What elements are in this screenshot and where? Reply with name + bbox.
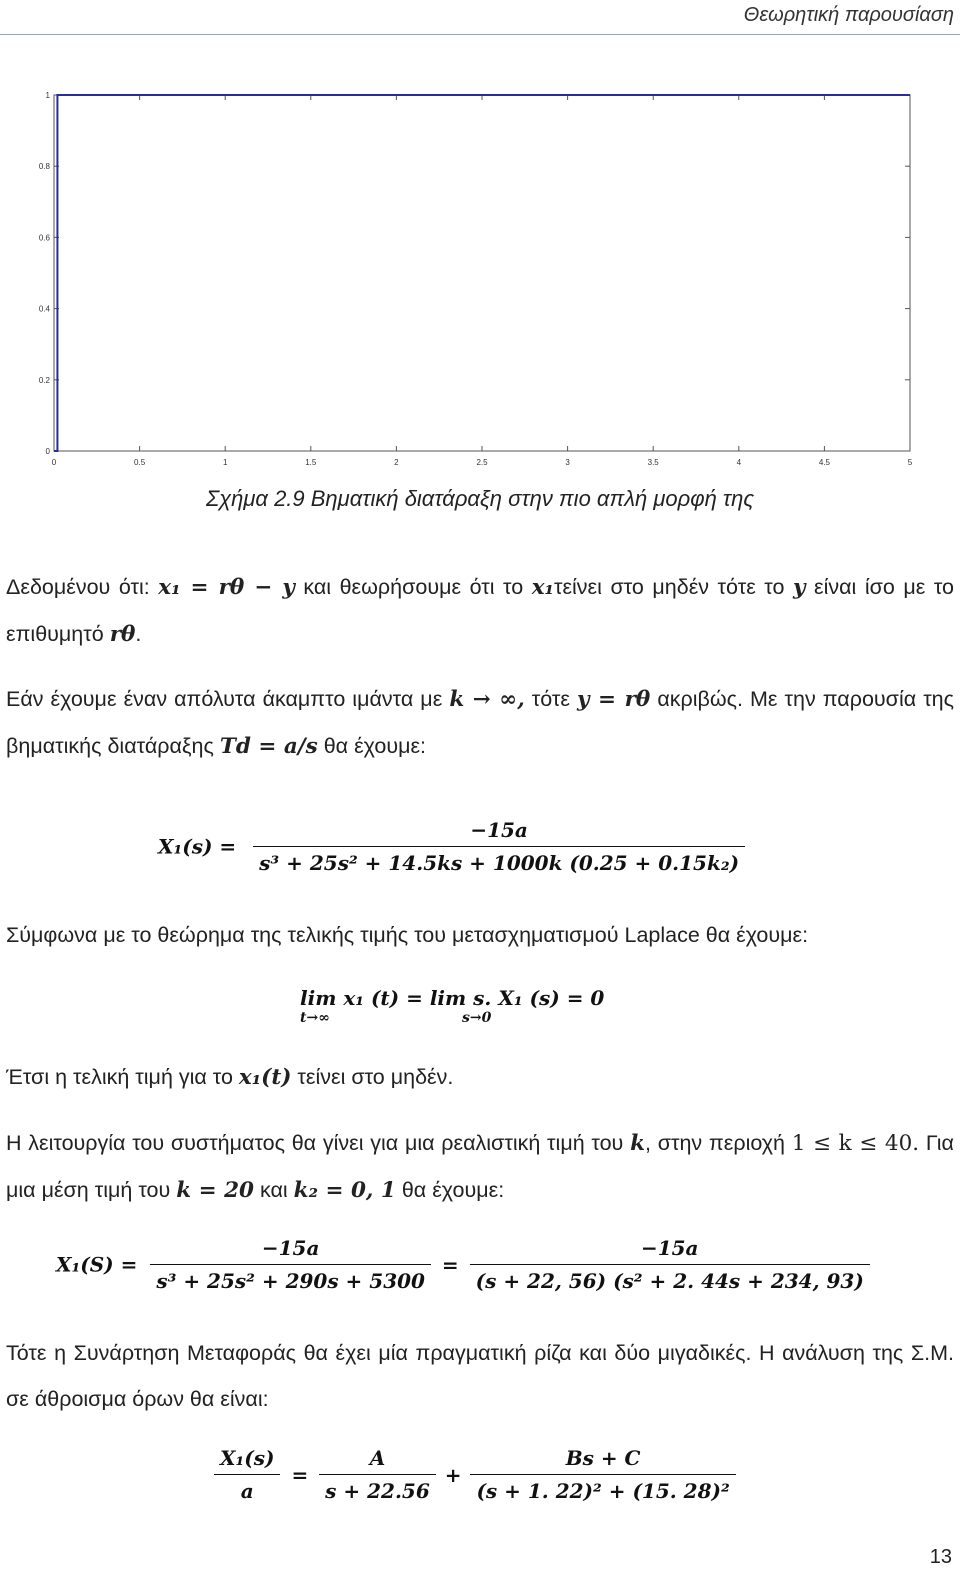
p2-text-d: θα έχουμε: [317,734,427,758]
eq3-denominator-2: (s + 22, 56) (s² + 2. 44s + 234, 93) [470,1264,870,1293]
x-tick-label: 0 [51,458,57,467]
p2-text-a: Εάν έχουμε έναν απόλυτα άκαμπτο ιμάντα με [6,687,450,711]
eq4-numerator-1: A [369,1446,386,1470]
p4-text-b: τείνει στο μηδέν. [291,1065,454,1089]
eq4-plus: + [444,1462,462,1487]
x-tick-label: 3.5 [647,458,659,467]
p1-text-e: . [135,622,142,646]
x-tick-label: 2.5 [476,458,488,467]
header-title: Θεωρητική παρουσίαση [743,4,954,26]
page-number: 13 [929,1546,952,1568]
x-tick-label: 1 [222,458,228,467]
y-tick-label: 0 [45,447,50,456]
y-tick-label: 0.8 [38,162,50,172]
eq4-fraction-2 [470,1446,735,1503]
x-tick-label: 4 [736,458,742,467]
eq1-lhs: X₁(s) = [158,834,237,859]
x-tick-label: 5 [907,458,913,467]
p5-text-b: , στην περιοχή [644,1131,792,1155]
eq3-fraction-1 [150,1236,431,1293]
p1-y: y [792,575,806,600]
p5-text-c: Για μια μέση τιμή του [6,1131,954,1202]
x-tick-label: 4.5 [818,458,830,467]
eq4-denominator-1: s + 22.56 [319,1474,436,1503]
p2-text-b: τότε [524,687,578,711]
p5-text-e: θα έχουμε: [395,1178,505,1202]
p4-text-a: Έτσι η τελική τιμή για το [6,1065,239,1089]
p4-x1t: x₁(t) [238,1065,292,1090]
x-tick-label: 3 [565,458,570,467]
p1-eq-x1: x₁ = rθ − y [158,575,295,600]
p1-text-d: είναι ίσο με το επιθυμητό [6,575,955,646]
equation-x1s [158,818,745,875]
y-tick-label: 1 [45,91,50,100]
page-header [0,0,960,35]
y-tick-label: 0.2 [38,375,50,385]
x-tick-label: 2 [394,458,399,467]
plot-frame [54,95,910,451]
chart-svg [30,85,930,475]
p1-text-b: και θεωρήσουμε ότι το [294,575,532,599]
eq4-numerator-2: Bs + C [565,1446,641,1470]
p5-k20: k = 20 [176,1178,255,1203]
p5-k2: k₂ = 0, 1 [293,1178,396,1203]
eq2-text: lim x₁ (t) = lim s. X₁ (s) = 0 [300,986,605,1010]
eq3-numerator-1: −15a [261,1236,320,1260]
eq3-denominator-1: s³ + 25s² + 290s + 5300 [150,1264,431,1293]
eq1-numerator: −15a [470,818,528,842]
p5-text-d: και [254,1178,294,1202]
eq2-sub-t: t→∞ [300,1010,330,1026]
p1-text-a: Δεδομένου ότι: [6,575,159,599]
p2-eq-y: y = rθ [577,687,651,712]
paragraph-4 [6,1054,954,1101]
p1-rtheta: rθ [109,622,136,647]
p1-text-c: τείνει στο μηδέν τότε το [553,575,793,599]
step-disturbance-chart [30,85,930,475]
eq3-numerator-2: −15a [640,1236,699,1260]
eq3-fraction-2 [470,1236,870,1293]
p2-k-inf: k → ∞, [449,687,525,712]
eq4-lhs-denominator: a [214,1474,280,1503]
p5-k: k [630,1131,645,1156]
eq4-lhs-numerator: X₁(s) [220,1446,275,1470]
eq3-equals: = [441,1252,459,1277]
eq1-denominator: s³ + 25s² + 14.5ks + 1000k (0.25 + 0.15k₂) [253,846,745,875]
x-tick-label: 0.5 [134,458,146,467]
paragraph-6: Τότε η Συνάρτηση Μεταφοράς θα έχει μία πραγματική ρίζα και δύο μιγαδικές. Η ανάλυση της Σ.Μ. σε άθροισμα όρων θα είναι: [6,1341,954,1411]
equation-partial-fractions [214,1446,736,1503]
p2-td: Td = a/s [219,734,318,759]
p5-text-a: Η λειτουργία του συστήματος θα γίνει για μια ρεαλιστική τιμή του [6,1131,631,1155]
paragraph-2 [6,676,954,770]
paragraph-5 [6,1120,954,1214]
y-tick-label: 0.6 [38,233,50,243]
paragraph-1 [6,564,954,658]
y-tick-label: 0.4 [38,304,50,314]
p2-text-c: ακριβώς. Με την παρουσία της βηματικής διατάραξης [6,687,955,758]
eq4-denominator-2: (s + 1. 22)² + (15. 28)² [470,1474,735,1503]
eq4-lhs-fraction [214,1446,280,1503]
equation-limit [300,986,605,1026]
equation-x1S [56,1236,870,1293]
eq2-sub-s: s→0 [462,1010,492,1026]
eq4-fraction-1 [319,1446,436,1503]
paragraph-3: Σύμφωνα με το θεώρημα της τελικής τιμής του μετασχηματισμού Laplace θα έχουμε: [6,923,809,947]
x-tick-label: 1.5 [305,458,317,467]
p5-range: 1 ≤ k ≤ 40. [791,1131,920,1156]
eq1-fraction [253,818,745,875]
figure-caption: Σχήμα 2.9 Βηματική διατάραξη στην πιο απλή μορφή της [205,486,755,511]
p1-x1: x₁ [531,575,554,600]
eq3-lhs: X₁(S) = [56,1252,138,1277]
eq4-equals: = [291,1462,309,1487]
